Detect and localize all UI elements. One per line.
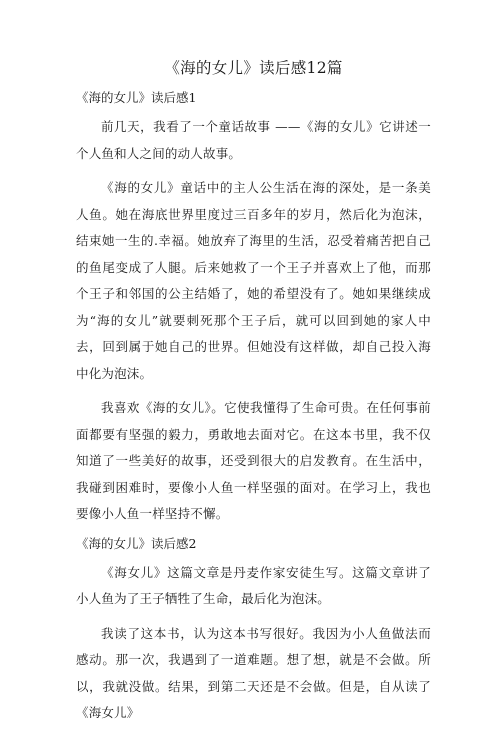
- section-1: [76, 88, 431, 528]
- paragraph: 《海女儿》这篇文章是丹麦作家安徒生写。这篇文章讲了小人鱼为了王子牺牲了生命，最后化为泡沫。: [76, 564, 431, 606]
- section-2: [76, 534, 431, 727]
- paragraph: 我读了这本书，认为这本书写很好。我因为小人鱼做法而感动。那一次，我遇到了一道难题。想了想，就是不会做。所以，我就没做。结果，到第二天还是不会做。但是，自从读了《海女儿》: [76, 625, 431, 720]
- paragraph: 前几天，我看了一个童话故事 ——《海的女儿》它讲述一个人鱼和人之间的动人故事。: [76, 119, 431, 161]
- paragraph: 我喜欢《海的女儿》。它使我懂得了生命可贵。在任何事前面都要有坚强的毅力，勇敢地去面对它。在这本书里，我不仅知道了一些美好的故事，还受到很大的启发教育。在生活中，我碰到困难时，要像小人鱼一样坚强的面对。在学习上，我也要像小人鱼一样坚持不懈。: [76, 400, 431, 521]
- document-title: 《海的女儿》读后感12篇: [164, 59, 343, 77]
- section-heading: 《海的女儿》读后感2: [76, 535, 197, 551]
- paragraph: 《海的女儿》童话中的主人公生活在海的深处，是一条美人鱼。她在海底世界里度过三百多年的岁月，然后化为泡沫，结束她一生的.幸福。她放弃了海里的生活，忍受着痛苦把自己的鱼尾变成了人腿。后来她救了一个王子并喜欢上了他，而那个王子和邻国的公主结婚了，她的希望没有了。她如果继续成为“海的女儿”就要刺死那个王子后，就可以回到她的家人中去，回到属于她自己的世界。但她没有这样做，却自己投入海中化为泡沫。: [76, 180, 431, 381]
- document-page: [76, 58, 431, 735]
- section-heading: 《海的女儿》读后感1: [76, 90, 197, 105]
